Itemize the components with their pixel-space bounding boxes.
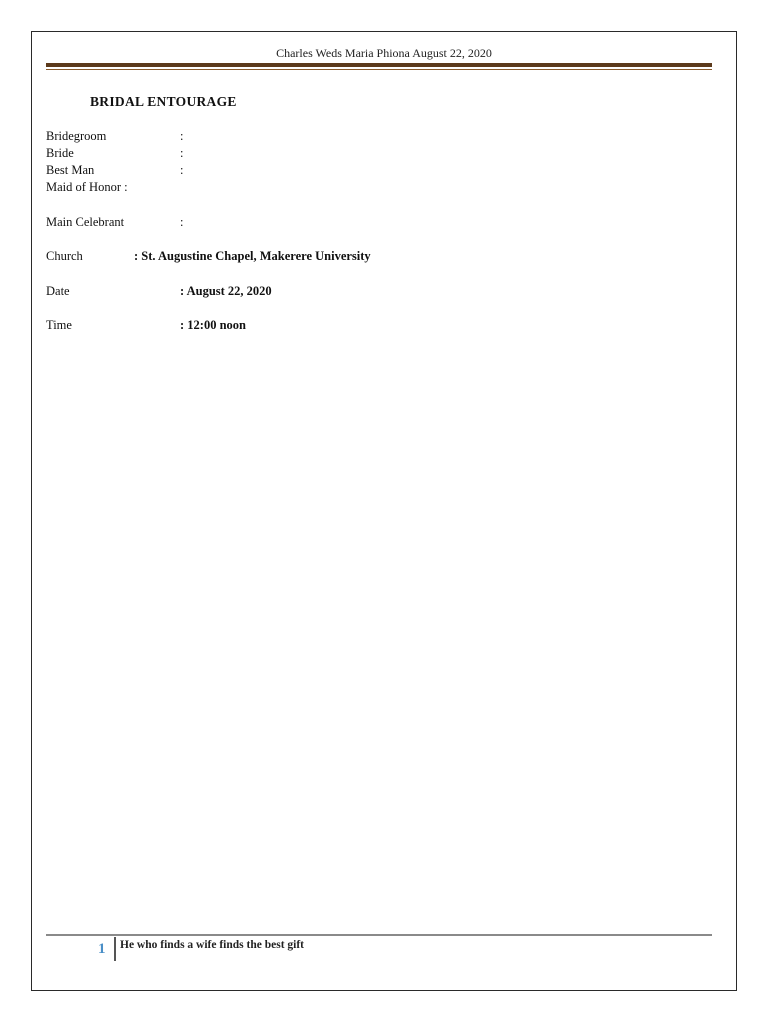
page-number: 1 [98,941,106,957]
section-title: BRIDAL ENTOURAGE [90,94,237,109]
maid-of-honor-label: Maid of Honor : [46,180,128,194]
header-rule-thick [46,63,712,67]
header-rule-thin [46,69,712,70]
footer-text: He who finds a wife finds the best gift [120,939,305,951]
time-value: : 12:00 noon [180,318,246,332]
time-label: Time [46,318,72,332]
page-header-title: Charles Weds Maria Phiona August 22, 2020 [276,46,492,60]
main-celebrant-colon: : [180,215,184,229]
date-label: Date [46,284,70,298]
footer-rule [46,934,712,936]
footer-divider [114,937,116,961]
bride-colon: : [180,146,184,160]
best-man-label: Best Man [46,163,95,177]
best-man-colon: : [180,163,184,177]
bridegroom-colon: : [180,129,184,143]
church-label: Church [46,249,83,263]
bride-label: Bride [46,146,74,160]
bridegroom-label: Bridegroom [46,129,107,143]
church-value: : St. Augustine Chapel, Makerere University [134,249,371,263]
main-celebrant-label: Main Celebrant [46,215,125,229]
date-value: : August 22, 2020 [180,284,272,298]
document-page [31,31,737,991]
